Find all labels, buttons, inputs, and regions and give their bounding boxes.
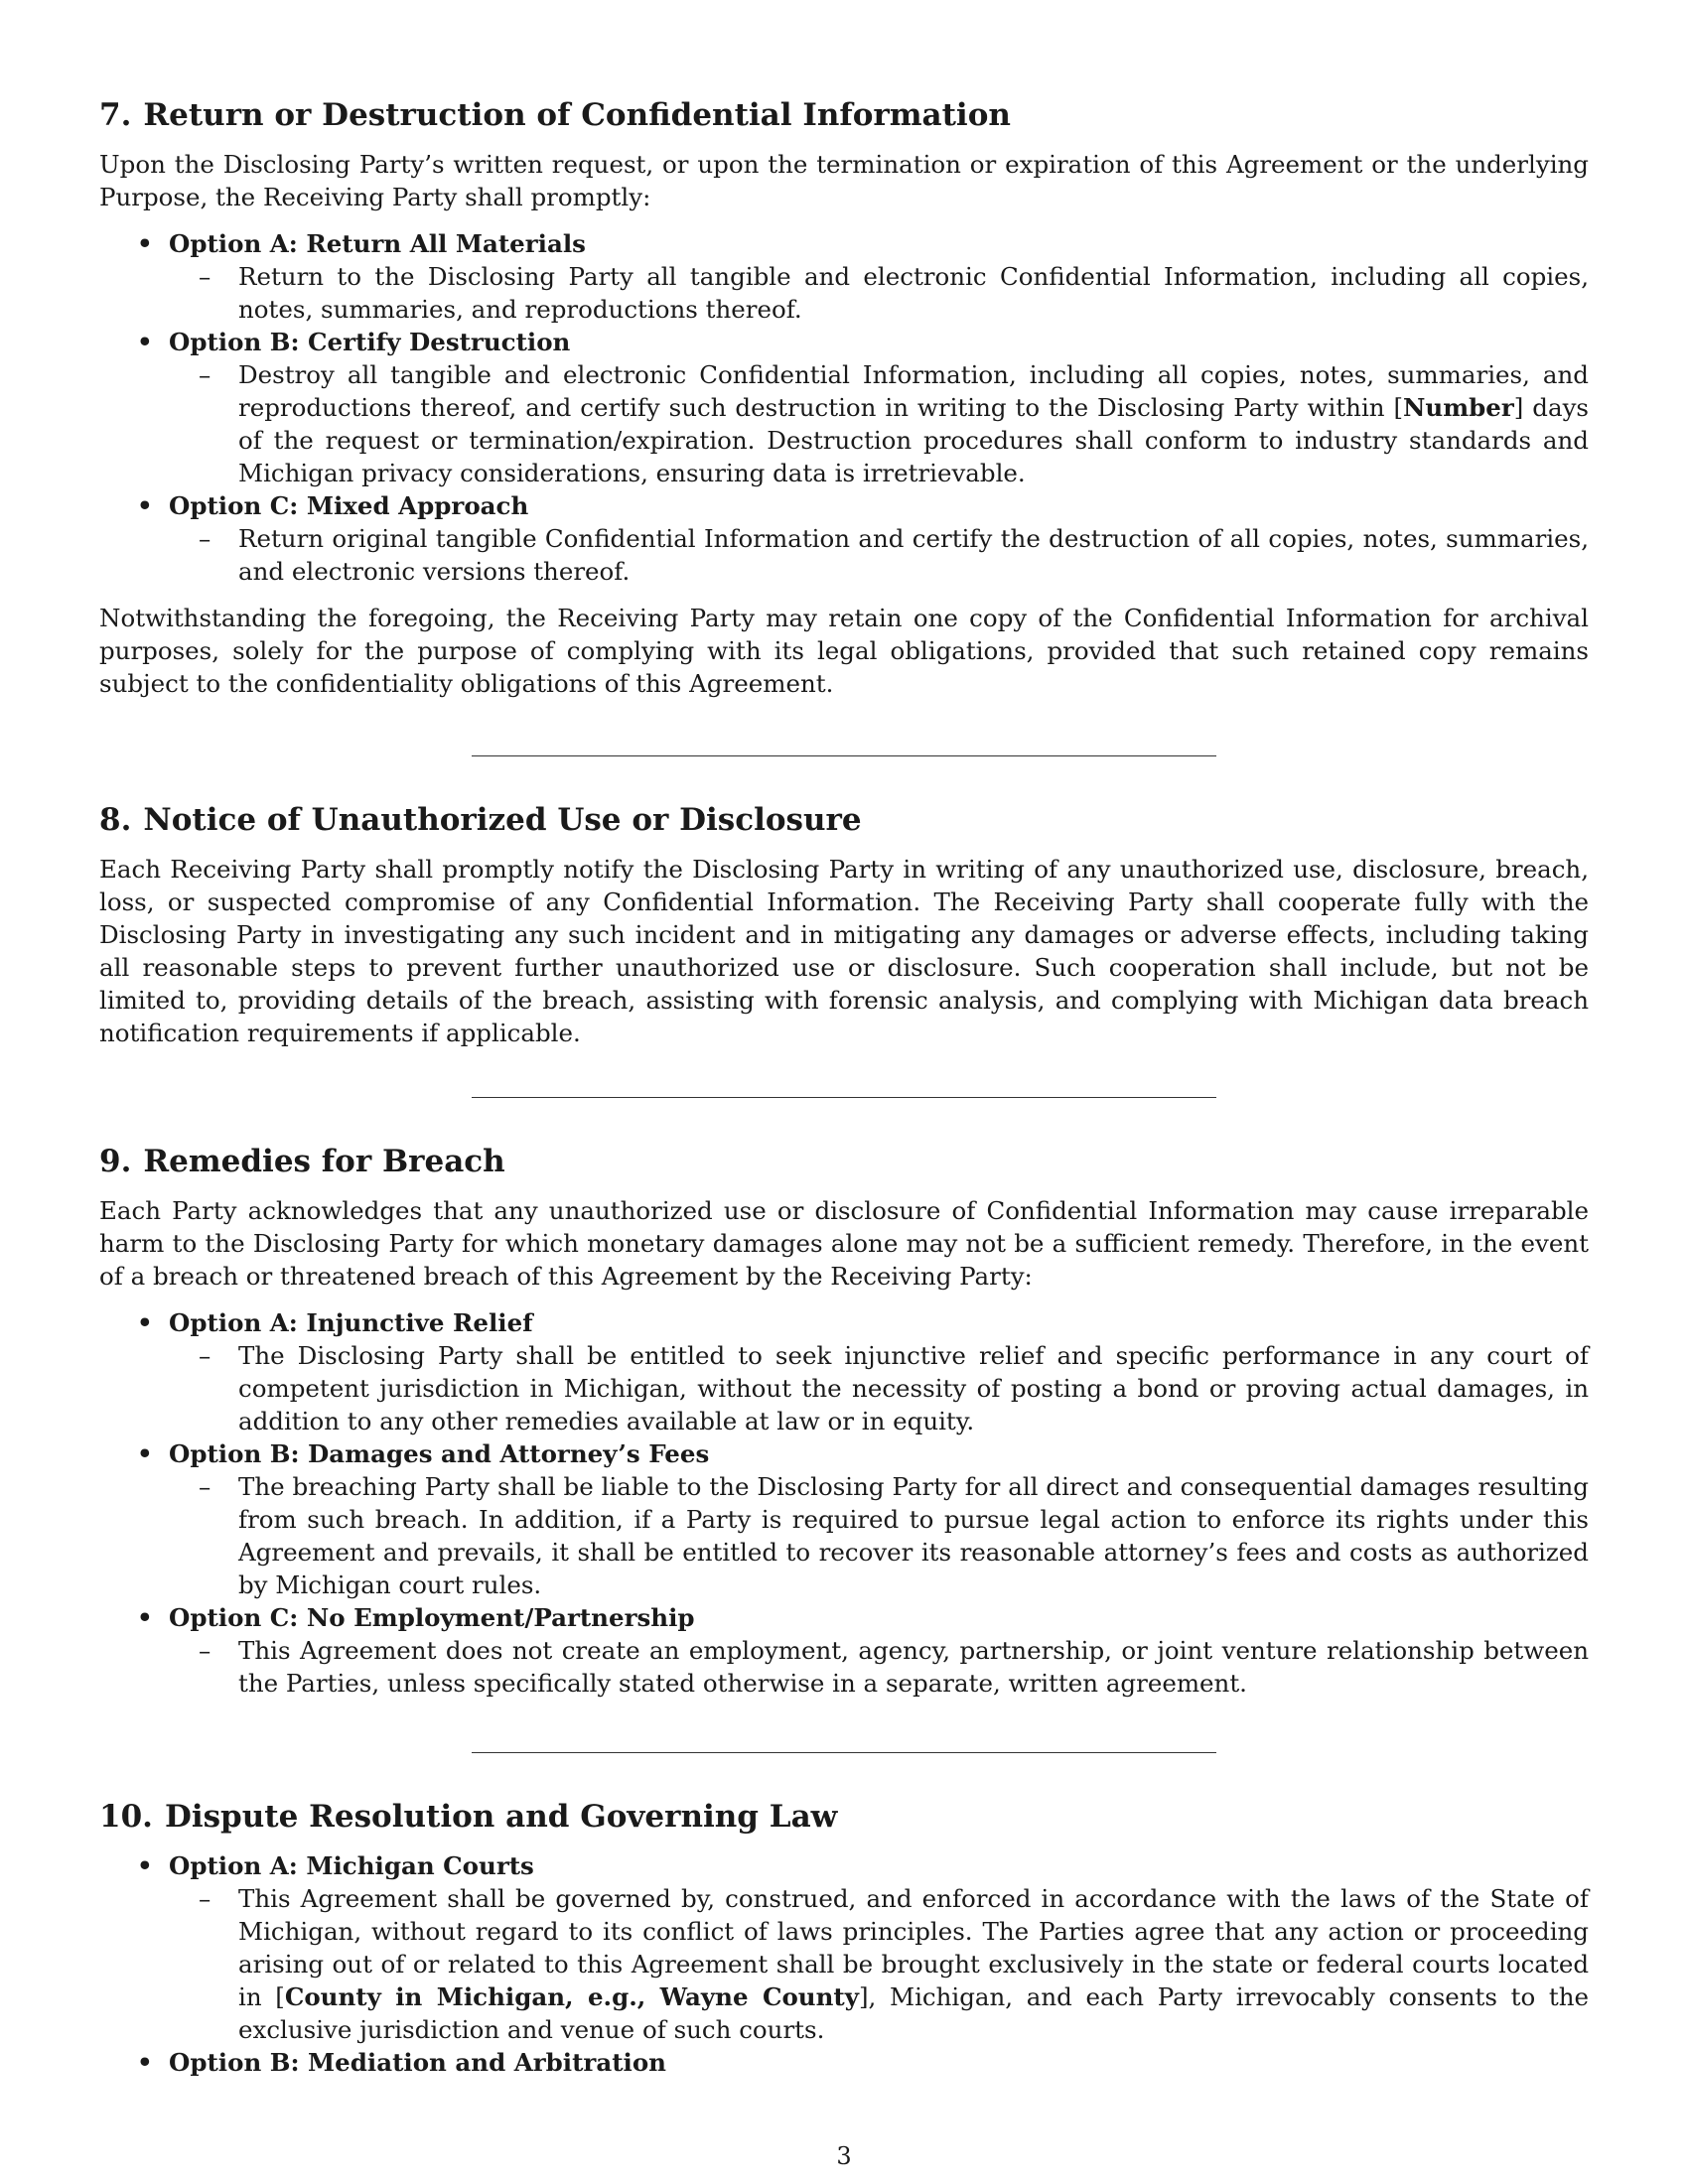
section-9 (99, 1142, 1589, 1700)
option-text: Return to the Disclosing Party all tangible and electronic Confidential Information, including all copies, notes, summaries, and reproductions thereof. (238, 262, 1589, 324)
option-title: Option A: Michigan Courts (169, 1851, 534, 1880)
dash-icon: – (199, 1341, 211, 1370)
bullet-icon: • (137, 2048, 153, 2077)
option-description (169, 522, 1589, 588)
section-heading (99, 1797, 1589, 1837)
option-item (99, 2046, 1589, 2079)
section-divider (472, 1752, 1216, 1753)
section-intro: Each Party acknowledges that any unauthorized use or disclosure of Confidential Information may cause irreparable harm to the Disclosing Party for which monetary damages alone may not be a sufficient remedy. Therefore, in the event of a breach or threatened breach of this Agreement by the Receiving Party: (99, 1196, 1589, 1291)
section-title: Dispute Resolution and Governing Law (164, 1799, 838, 1835)
bullet-icon: • (137, 229, 153, 258)
section-8 (99, 800, 1589, 1049)
option-title: Option B: Mediation and Arbitration (169, 2048, 666, 2077)
bullet-icon: • (137, 1439, 153, 1468)
section-heading (99, 1142, 1589, 1181)
bullet-icon: • (137, 328, 153, 356)
options-list (99, 1849, 1589, 2079)
option-title: Option C: No Employment/Partnership (169, 1603, 695, 1632)
section-heading (99, 95, 1589, 135)
dash-icon: – (199, 262, 211, 291)
dash-icon: – (199, 524, 211, 553)
dash-icon: – (199, 360, 211, 389)
option-description (169, 358, 1589, 489)
option-item (99, 1306, 1589, 1437)
option-title: Option A: Return All Materials (169, 229, 586, 258)
section-heading (99, 800, 1589, 840)
option-description (169, 1882, 1589, 2046)
option-text: ], Michigan, and each Party irrevocably consents to the exclusive jurisdiction and venue of such courts. (238, 1982, 1590, 2044)
option-title: Option C: Mixed Approach (169, 491, 529, 520)
bullet-icon: • (137, 1308, 153, 1337)
option-item (99, 1437, 1589, 1601)
option-item (99, 1601, 1589, 1700)
section-number: 7. (99, 97, 132, 133)
bullet-icon: • (137, 491, 153, 520)
section-closing: Notwithstanding the foregoing, the Receiving Party may retain one copy of the Confidential Information for archival purposes, solely for the purpose of complying with its legal obligations, provided that such retained copy remains subject to the confidentiality obligations of this Agreement. (99, 604, 1589, 698)
placeholder-field: Number (1403, 393, 1514, 422)
option-item (99, 227, 1589, 326)
section-divider (472, 1097, 1216, 1098)
dash-icon: – (199, 1884, 211, 1913)
option-item (99, 1849, 1589, 2046)
option-item (99, 489, 1589, 588)
option-text: ] days of the request or termination/expiration. Destruction procedures shall conform to industry standards and Michigan privacy considerations, ensuring data is irretrievable. (238, 393, 1589, 487)
dash-icon: – (199, 1636, 211, 1665)
section-number: 9. (99, 1144, 132, 1179)
option-text: This Agreement shall be governed by, construed, and enforced in accordance with the laws of the State of Michigan, without regard to its conflict of laws principles. The Parties agree that any action or proceeding arising out of or related to this Agreement shall be brought exclusively in the state or federal courts located in [ (238, 1884, 1589, 2011)
bullet-icon: • (137, 1851, 153, 1880)
option-description (169, 1470, 1589, 1601)
section-title: Notice of Unauthorized Use or Disclosure (143, 802, 862, 838)
option-description (169, 260, 1589, 326)
option-title: Option A: Injunctive Relief (169, 1308, 533, 1337)
option-description (169, 1339, 1589, 1437)
section-10 (99, 1797, 1589, 2079)
bullet-icon: • (137, 1603, 153, 1632)
placeholder-field: County in Michigan, e.g., Wayne County (284, 1982, 859, 2011)
option-title: Option B: Damages and Attorney’s Fees (169, 1439, 710, 1468)
option-text: Return original tangible Confidential Information and certify the destruction of all copies, notes, summaries, and electronic versions thereof. (238, 524, 1589, 586)
option-text: This Agreement does not create an employment, agency, partnership, or joint venture relationship between the Parties, unless specifically stated otherwise in a separate, written agreement. (238, 1636, 1589, 1698)
section-title: Return or Destruction of Confidential Information (143, 97, 1011, 133)
option-text: The Disclosing Party shall be entitled to seek injunctive relief and specific performance in any court of competent jurisdiction in Michigan, without the necessity of posting a bond or proving actual damages, in addition to any other remedies available at law or in equity. (238, 1341, 1589, 1435)
section-title: Remedies for Breach (143, 1144, 505, 1179)
options-list (99, 227, 1589, 588)
section-intro: Upon the Disclosing Party’s written request, or upon the termination or expiration of this Agreement or the underlying Purpose, the Receiving Party shall promptly: (99, 150, 1589, 211)
page-number: 3 (836, 2142, 852, 2170)
section-body: Each Receiving Party shall promptly notify the Disclosing Party in writing of any unauthorized use, disclosure, breach, loss, or suspected compromise of any Confidential Information. The Receiving Party shall cooperate fully with the Disclosing Party in investigating any such incident and in mitigating any damages or adverse effects, including taking all reasonable steps to prevent further unauthorized use or disclosure. Such cooperation shall include, but not be limited to, providing details of the breach, assisting with forensic analysis, and complying with Michigan data breach notification requirements if applicable. (99, 855, 1589, 1047)
option-item (99, 326, 1589, 489)
section-number: 10. (99, 1799, 153, 1835)
option-description (169, 1634, 1589, 1700)
section-divider (472, 755, 1216, 756)
section-number: 8. (99, 802, 132, 838)
option-text: Destroy all tangible and electronic Confidential Information, including all copies, notes, summaries, and reproductions thereof, and certify such destruction in writing to the Disclosing Party within [ (238, 360, 1589, 422)
dash-icon: – (199, 1472, 211, 1501)
options-list (99, 1306, 1589, 1700)
option-title: Option B: Certify Destruction (169, 328, 571, 356)
section-7 (99, 95, 1589, 700)
option-text: The breaching Party shall be liable to the Disclosing Party for all direct and consequential damages resulting from such breach. In addition, if a Party is required to pursue legal action to enforce its rights under this Agreement and prevails, it shall be entitled to recover its reasonable attorney’s fees and costs as authorized by Michigan court rules. (238, 1472, 1589, 1599)
